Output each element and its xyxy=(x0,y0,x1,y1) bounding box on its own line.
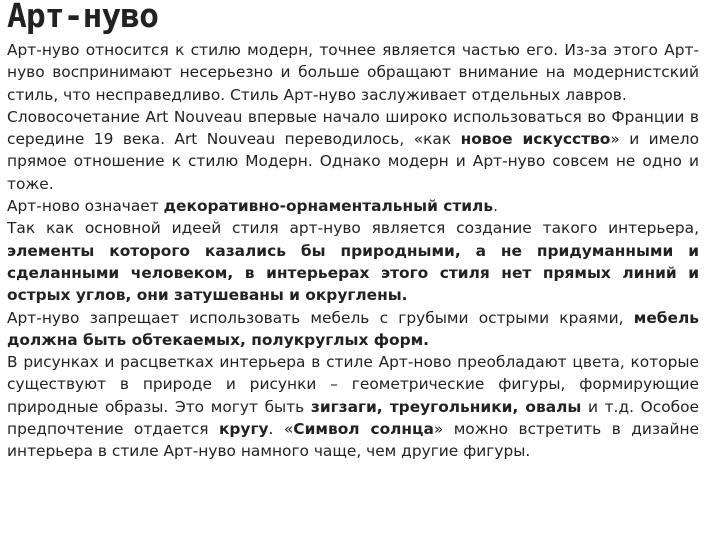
text-segment: . « xyxy=(268,420,294,439)
text-segment: Арт-ново означает xyxy=(7,197,164,216)
paragraph-5 xyxy=(7,307,699,352)
bold-text-segment: кругу xyxy=(218,420,269,439)
text-segment: Арт-нуво относится к стилю модерн, точнее является частью его. Из-за этого Арт-нуво воспринимают несерьезно и больше обращают внимание на модернистский стиль, что несправедливо. Стиль Арт-нуво заслуживает отдельных лавров. xyxy=(7,41,699,104)
text-segment: » и имело прямое отношение к стилю Модерн. Однако модерн и Арт-нуво совсем не одно и тоже. xyxy=(7,130,699,193)
bold-text-segment: новое искусство xyxy=(460,130,611,149)
text-segment: и т.д. Особое предпочтение отдается xyxy=(7,397,699,439)
bold-text-segment: мебель должна быть обтекаемых, полукруглых форм. xyxy=(7,308,699,349)
bold-text-segment: элементы которого казались бы природными, а не придуманными и сделанными человеком, в интерьерах этого стиля нет прямых линий и острых углов, они затушеваны и округлены. xyxy=(7,241,699,305)
text-segment: Так как основной идеей стиля арт-нуво является создание такого интерьера, xyxy=(7,219,699,238)
bold-text-segment: зигзаги, треугольники, овалы xyxy=(310,397,582,416)
text-segment: Арт-нуво запрещает использовать мебель с грубыми острыми краями, xyxy=(7,308,634,327)
slide-title: Арт-нуво xyxy=(7,0,158,35)
paragraph-3 xyxy=(7,195,699,217)
text-segment: В рисунках и расцветках интерьера в стиле Арт-ново преобладают цвета, которые существуют в природе и рисунки – геометрические фигуры, формирующие природные образы. Это могут быть xyxy=(7,353,699,416)
slide-body xyxy=(7,39,699,463)
paragraph-2 xyxy=(7,106,699,195)
bold-text-segment: Символ солнца xyxy=(293,420,434,439)
text-segment: » можно встретить в дизайне интерьера в стиле Арт-нуво намного чаще, чем другие фигуры. xyxy=(7,420,699,461)
bold-text-segment: декоративно-орнаментальный стиль xyxy=(163,197,494,216)
paragraph-6 xyxy=(7,351,699,462)
text-segment: . xyxy=(493,197,498,216)
text-segment: Словосочетание Art Nouveau впервые начало широко использоваться во Франции в середине 19 века. Art Nouveau переводилось, «как xyxy=(7,107,699,149)
paragraph-4 xyxy=(7,217,699,306)
paragraph-1 xyxy=(7,39,699,106)
